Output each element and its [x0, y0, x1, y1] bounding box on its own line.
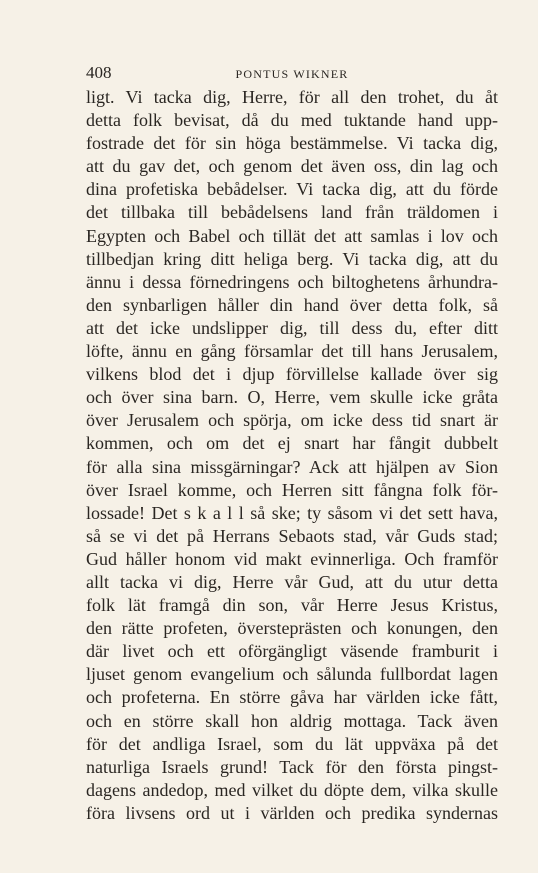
text-line: Egypten och Babel och tillät det att samlas i lov och — [86, 225, 498, 246]
text-line: ljuset genom evangelium och sålunda fullbordat lagen — [86, 664, 498, 685]
text-line: den rätte profeten, översteprästen och konungen, den — [86, 618, 498, 639]
text-line: att det icke undslipper dig, till dess du, efter ditt — [86, 317, 498, 338]
text-line: för alla sina missgärningar? Ack att hjälpen av Sion — [86, 456, 498, 477]
text-line: och över sina barn. O, Herre, vem skulle icke gråta — [86, 387, 498, 408]
text-line: fostrade det för sin höga bestämmelse. Vi tacka dig, — [86, 133, 498, 154]
text-line: lossade! Det s k a l l så ske; ty såsom vi det sett hava, — [86, 502, 498, 523]
text-line: över Jerusalem och spörja, om icke dess tid snart är — [86, 410, 498, 431]
text-line: och en större skall hon aldrig mottaga. Tack även — [86, 710, 498, 731]
text-line: löfte, ännu en gång församlar det till hans Jerusalem, — [86, 341, 498, 362]
text-line: den synbarligen håller din hand över detta folk, så — [86, 294, 498, 315]
text-line: Gud håller honom vid makt evinnerliga. Och framför — [86, 548, 498, 569]
text-line: där livet och ett oförgängligt väsende framburit i — [86, 641, 498, 662]
text-line: tillbedjan kring ditt heliga berg. Vi tacka dig, att du — [86, 248, 498, 269]
body-text — [86, 86, 498, 825]
text-line: naturliga Israels grund! Tack för den första pingst- — [86, 756, 498, 777]
text-line: detta folk bevisat, då du med tuktande hand upp- — [86, 110, 498, 131]
text-line: dina profetiska bebådelser. Vi tacka dig, att du förde — [86, 179, 498, 200]
text-line: så se vi det på Herrans Sebaots stad, vår Guds stad; — [86, 525, 498, 546]
text-line: ligt. Vi tacka dig, Herre, för all den trohet, du åt — [86, 87, 498, 107]
text-line: dagens andedop, med vilket du döpte dem, vilka skulle — [86, 779, 498, 800]
page-number: 408 — [86, 63, 112, 82]
text-line: över Israel komme, och Herren sitt fångna folk för- — [86, 479, 498, 500]
text-line: och profeterna. En större gåva har världen icke fått, — [86, 687, 498, 708]
text-line: kommen, och om det ej snart har fångit dubbelt — [86, 433, 498, 454]
text-line: allt tacka vi dig, Herre vår Gud, att du utur detta — [86, 571, 498, 592]
text-line: föra livsens ord ut i världen och predika syndernas — [86, 802, 498, 823]
text-line: folk lät framgå din son, vår Herre Jesus Kristus, — [86, 595, 498, 616]
page-header — [86, 62, 498, 84]
running-head: PONTUS WIKNER — [235, 67, 349, 81]
text-line: för det andliga Israel, som du lät uppväxa på det — [86, 733, 498, 754]
text-line: att du gav det, och genom det även oss, din lag och — [86, 156, 498, 177]
text-line: ännu i dessa förnedringens och biltoghetens århundra- — [86, 271, 498, 292]
text-line: det tillbaka till bebådelsens land från träldomen i — [86, 202, 498, 223]
text-line: vilkens blod det i djup förvillelse kallade över sig — [86, 364, 498, 385]
